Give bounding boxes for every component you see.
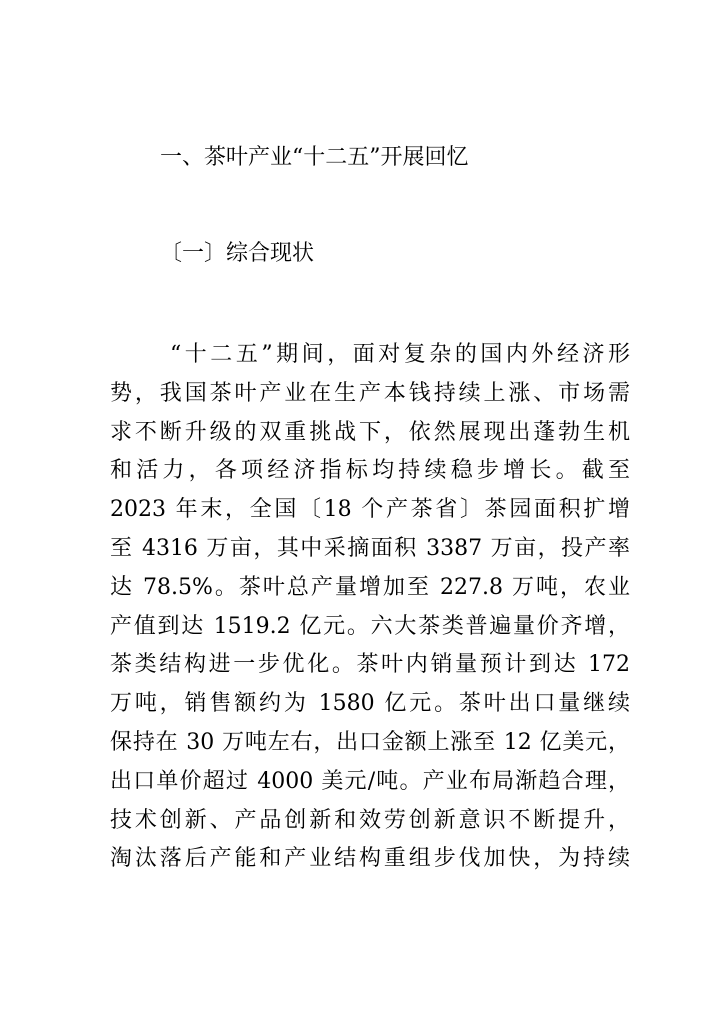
paragraph-line: 茶类结构进一步优化。茶叶内销量预计到达 172 <box>110 652 630 678</box>
paragraph-line: 保持在 30 万吨左右，出口金额上涨至 12 亿美元， <box>110 729 630 755</box>
paragraph-line: 求不断升级的双重挑战下，依然展现出蓬勃生机 <box>110 419 630 445</box>
paragraph-line: 和活力，各项经济指标均持续稳步增长。截至 <box>110 458 630 484</box>
paragraph-line: 达 78.5%。茶叶总产量增加至 227.8 万吨，农业 <box>110 574 630 600</box>
subsection-heading: 〔一〕综合现状 <box>160 241 315 266</box>
paragraph-line: 至 4316 万亩，其中采摘面积 3387 万亩，投产率 <box>110 535 630 561</box>
paragraph-line: “十二五”期间，面对复杂的国内外经济形 <box>170 342 630 367</box>
body-paragraph <box>110 336 630 879</box>
section-heading: 一、茶叶产业“十二五”开展回忆 <box>160 145 469 170</box>
paragraph-line: 2023 年末，全国〔18 个产茶省〕茶园面积扩增 <box>110 497 630 523</box>
paragraph-line: 技术创新、产品创新和效劳创新意识不断提升， <box>110 807 630 833</box>
paragraph-line: 势，我国茶叶产业在生产本钱持续上涨、市场需 <box>110 380 630 406</box>
paragraph-line: 出口单价超过 4000 美元/吨。产业布局渐趋合理， <box>110 768 630 794</box>
paragraph-line: 万吨，销售额约为 1580 亿元。茶叶出口量继续 <box>110 691 630 717</box>
paragraph-line: 产值到达 1519.2 亿元。六大茶类普遍量价齐增， <box>110 613 630 639</box>
paragraph-line: 淘汰落后产能和产业结构重组步伐加快，为持续 <box>110 846 630 872</box>
